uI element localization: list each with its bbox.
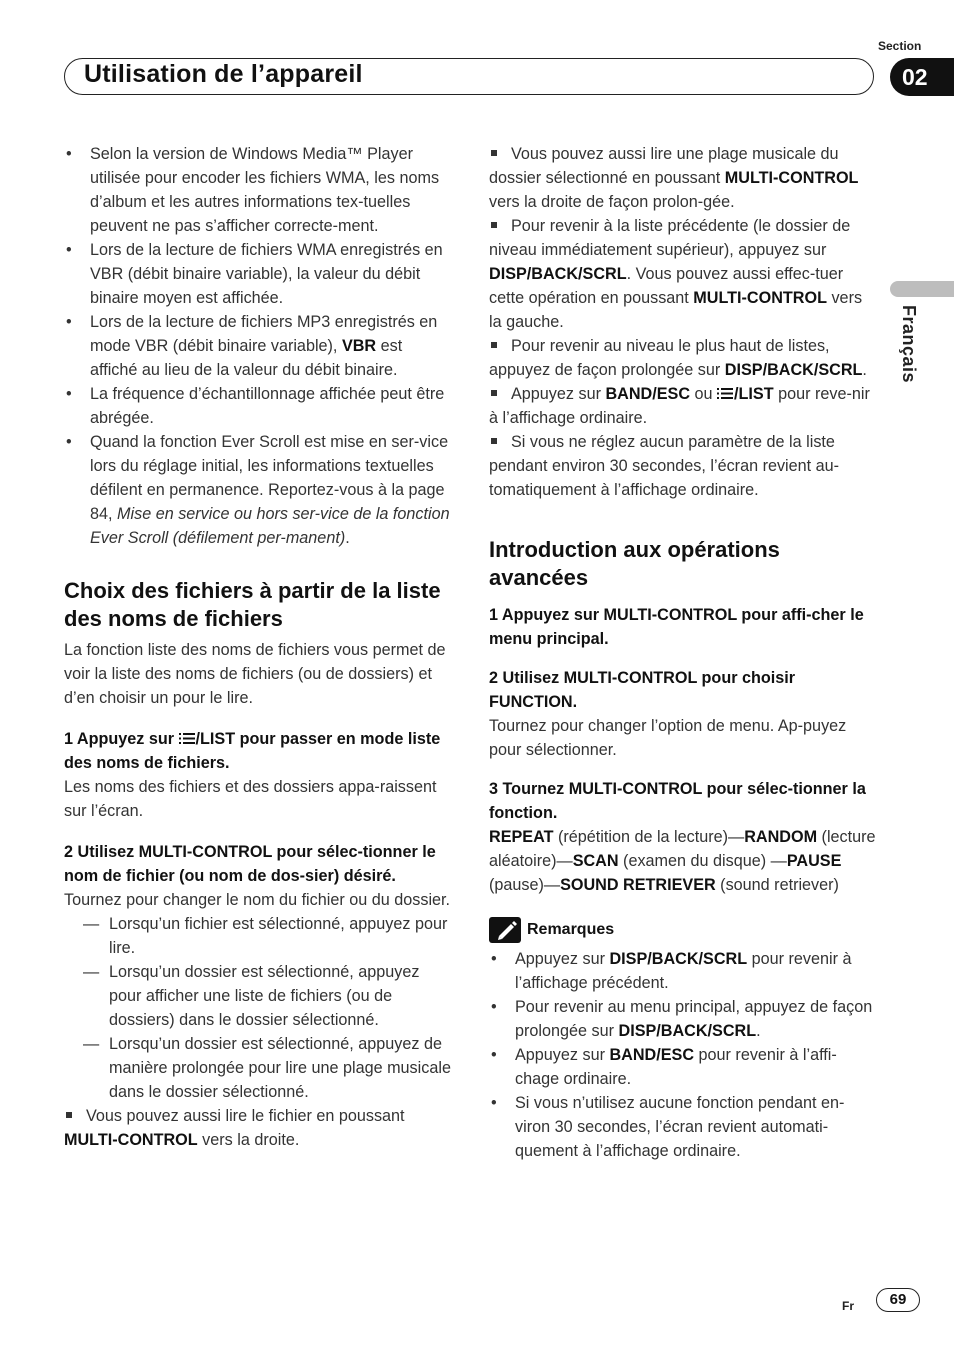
note-text: vers la droite.	[197, 1131, 300, 1149]
list-item	[489, 1091, 879, 1163]
bullet-bold: VBR	[341, 337, 377, 355]
side-language-label: Français	[899, 305, 919, 384]
bullet-text: La fréquence d’échantillonnage affichée peut être abrégée.	[90, 385, 445, 427]
bullet-text: Selon la version de Windows Media™ Player utilisée pour encoder les fichiers WMA, les noms d’album et les autres informations tex-tuelles peuvent ne pas s’afficher correcte-ment.	[90, 145, 440, 235]
note-text: . Vous pouvez aussi effec-tuer cette opération en poussant	[489, 265, 844, 307]
note-bold: DISP/BACK/SCRL	[618, 1022, 757, 1040]
remarks-title: Remarques	[527, 921, 615, 938]
list-item	[64, 238, 454, 310]
function-desc: (lecture aléatoire)—	[489, 828, 876, 870]
square-note	[64, 1104, 454, 1152]
section-label: Section	[878, 39, 922, 53]
function-name: SCAN	[572, 852, 619, 870]
pencil-icon	[489, 917, 521, 943]
note-bold: MULTI-CONTROL	[693, 289, 827, 307]
list-item: — Lorsqu’un dossier est sélectionné, appuyez de manière prolongée pour lire une plage musicale dans le dossier sélectionné.	[83, 1032, 454, 1104]
bullet-text: .	[345, 529, 350, 547]
step-2-text: Tournez pour changer le nom du fichier ou du dossier.	[64, 891, 451, 909]
bullet-text: Lors de la lecture de fichiers MP3 enregistrés en mode VBR (débit binaire variable),	[90, 313, 438, 355]
footer-language: Fr	[842, 1299, 854, 1313]
page-title: Utilisation de l’appareil	[84, 60, 363, 88]
note-bold: BAND/ESC	[605, 385, 691, 403]
function-desc: (répétition de la lecture)—	[553, 828, 745, 846]
note-bold: DISP/BACK/SCRL	[609, 950, 748, 968]
square-bullet-icon	[491, 390, 497, 396]
list-item	[489, 1043, 879, 1091]
note-text: .	[756, 1022, 761, 1040]
list-item	[64, 310, 454, 382]
note-bold: MULTI-CONTROL	[64, 1131, 198, 1149]
step-1-heading	[64, 727, 454, 775]
list-item	[64, 430, 454, 550]
note-text: Appuyez sur	[515, 950, 610, 968]
side-tab-bar	[890, 281, 954, 297]
note-text: Pour revenir à la liste précédente (le dossier de niveau immédiatement supérieur), appuyez sur	[489, 217, 851, 259]
bullet-italic-link: Mise en service ou hors ser-vice de la fonction Ever Scroll (défilement per-manent)	[90, 505, 450, 547]
note-bold: DISP/BACK/SCRL	[489, 265, 627, 283]
note-bold: /LIST	[734, 385, 774, 403]
list-item	[489, 947, 879, 995]
function-name: SOUND RETRIEVER	[560, 876, 716, 894]
note-text: Appuyez sur	[515, 1046, 610, 1064]
list-icon	[717, 387, 733, 400]
dash-list	[64, 912, 454, 1104]
step-3-heading: 3 Tournez MULTI-CONTROL pour sélec-tionner la fonction.	[489, 780, 866, 822]
list-item	[489, 995, 879, 1043]
step-1-text: Les noms des fichiers et des dossiers appa-raissent sur l’écran.	[64, 778, 437, 820]
remarks-list	[489, 947, 879, 1163]
step-2-heading: 2 Utilisez MULTI-CONTROL pour choisir FUNCTION.	[489, 669, 796, 711]
bullet-text: Quand la fonction Ever Scroll est mise en ser-vice lors du réglage initial, les informations textuelles défilent en permanence. Reportez-vous à la page 84,	[90, 433, 449, 523]
bullet-text: Lors de la lecture de fichiers WMA enregistrés en VBR (débit binaire variable), la valeur du débit binaire moyen est affichée.	[90, 241, 443, 307]
left-column	[64, 142, 454, 1152]
function-desc: (sound retriever)	[715, 876, 839, 894]
note-text: Pour revenir au niveau le plus haut de listes, appuyez de façon prolongée sur	[489, 337, 830, 379]
note-text: pour reve-nir à l’affichage ordinaire.	[489, 385, 870, 427]
square-bullet-icon	[491, 150, 497, 156]
square-note	[489, 214, 879, 334]
intro-paragraph: La fonction liste des noms de fichiers vous permet de voir la liste des noms de fichiers (ou de dossiers) et d’en choisir un pour le lire.	[64, 641, 446, 707]
note-text: vers la gauche.	[489, 289, 863, 331]
square-bullet-icon	[66, 1112, 72, 1118]
square-note	[489, 334, 879, 382]
list-item	[64, 382, 454, 430]
list-icon	[179, 732, 195, 745]
function-name: PAUSE	[786, 852, 842, 870]
note-bold: DISP/BACK/SCRL	[724, 361, 863, 379]
remarks-header	[489, 917, 879, 943]
function-name: RANDOM	[744, 828, 818, 846]
note-bold: MULTI-CONTROL	[724, 169, 859, 187]
step-1-heading: 1 Appuyez sur MULTI-CONTROL pour affi-cher le menu principal.	[489, 606, 864, 648]
bullet-text: est affiché au lieu de la valeur du débit binaire.	[90, 337, 403, 379]
section-heading: Choix des fichiers à partir de la liste des noms de fichiers	[64, 578, 441, 631]
step-2-text: Tournez pour changer l’option de menu. Ap-puyez pour sélectionner.	[489, 717, 847, 759]
note-text: vers la droite de façon prolon-gée.	[489, 193, 735, 211]
square-bullet-icon	[491, 438, 497, 444]
note-text: pour revenir à l’affi-chage ordinaire.	[515, 1046, 837, 1088]
section-heading: Introduction aux opérations avancées	[489, 537, 780, 590]
function-desc: (examen du disque) —	[618, 852, 787, 870]
section-number: 02	[890, 58, 954, 96]
note-text: Si vous ne réglez aucun paramètre de la liste pendant environ 30 secondes, l’écran revient au-tomatiquement à l’affichage ordinaire.	[489, 433, 840, 499]
note-text: .	[862, 361, 867, 379]
left-bullet-list	[64, 142, 454, 550]
note-text: Appuyez sur	[511, 385, 606, 403]
function-name: REPEAT	[489, 828, 554, 846]
note-text: Si vous n’utilisez aucune fonction pendant en-viron 30 secondes, l’écran revient automati-quement à l’affichage ordinaire.	[515, 1094, 845, 1160]
square-bullet-icon	[491, 222, 497, 228]
function-desc: (pause)—	[489, 876, 561, 894]
note-bold: BAND/ESC	[609, 1046, 695, 1064]
step-text: 1 Appuyez sur	[64, 730, 179, 748]
right-column	[489, 142, 879, 1163]
note-text: Pour revenir au menu principal, appuyez de façon prolongée sur	[515, 998, 873, 1040]
square-bullet-icon	[491, 342, 497, 348]
note-text: ou	[690, 385, 718, 403]
square-note	[489, 382, 879, 430]
page-number: 69	[876, 1288, 920, 1312]
list-item: — Lorsqu’un dossier est sélectionné, appuyez pour afficher une liste de fichiers (ou de dossiers) dans le dossier sélectionné.	[83, 960, 454, 1032]
note-text: pour revenir à l’affichage précédent.	[515, 950, 852, 992]
square-note	[489, 142, 879, 214]
list-item	[64, 142, 454, 238]
step-2-heading: 2 Utilisez MULTI-CONTROL pour sélec-tionner le nom de fichier (ou nom de dos-sier) désiré.	[64, 843, 436, 885]
note-text: Vous pouvez aussi lire le fichier en poussant	[86, 1107, 405, 1125]
step-3-functions	[489, 825, 879, 897]
square-note	[489, 430, 879, 502]
note-text: Vous pouvez aussi lire une plage musicale du dossier sélectionné en poussant	[489, 145, 839, 187]
step-text: /LIST pour passer en mode liste des noms de fichiers.	[64, 730, 441, 772]
list-item: — Lorsqu’un fichier est sélectionné, appuyez pour lire.	[83, 912, 454, 960]
